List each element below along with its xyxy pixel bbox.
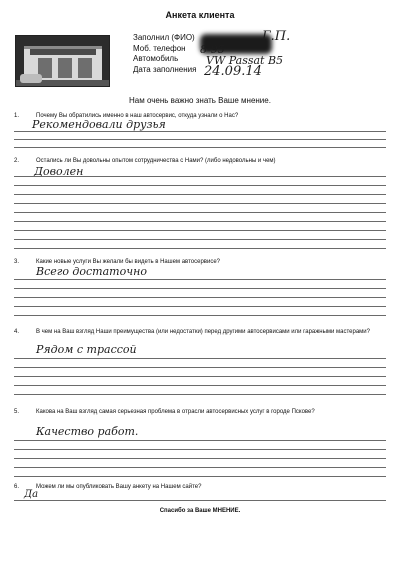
answer-5: Качество работ. (36, 425, 139, 438)
answer-1: Рекомендовали друзья (32, 118, 166, 131)
date-label: Дата заполнения (133, 64, 197, 74)
service-building-photo (15, 35, 110, 87)
question-4: 4. В чем на Ваш взгляд Наши преимущества (или недостатки) перед другими автосервисами или гаражными мастерами? (14, 329, 370, 335)
phone-label: Моб. телефон (133, 43, 186, 53)
filled-by-value: Г.П. (262, 29, 291, 44)
client-info-labels (133, 33, 196, 75)
answer-2: Доволен (34, 165, 84, 178)
car-label: Автомобиль (133, 54, 179, 63)
question-5: 5. Какова на Ваш взгляд самая серьезная проблема в отрасли автосервисных услуг в городе Пскове? (14, 409, 315, 415)
question-3: 3. Какие новые услуги Вы желали бы видеть в Нашем автосервисе? (14, 259, 220, 265)
answer-6: Да (24, 489, 39, 500)
answer-4: Рядом с трассой (36, 343, 137, 356)
form-title: Анкета клиента (165, 10, 235, 20)
phone-value: 8-95 (200, 43, 225, 56)
date-value: 24.09.14 (204, 64, 262, 79)
question-2: 2. Остались ли Вы довольны опытом сотрудничества с Нами? (либо недовольны и чем) (14, 158, 276, 164)
intro-text: Нам очень важно знать Ваше мнение. (129, 96, 271, 105)
question-1: 1. Почему Вы обратились именно в наш автосервис, откуда узнали о Нас? (14, 113, 239, 119)
filled-by-label: Заполнил (ФИО) (133, 33, 195, 42)
question-6: 6. Можем ли мы опубликовать Вашу анкету на Нашем сайте? (14, 484, 202, 490)
thanks-text: Спасибо за Ваше МНЕНИЕ. (159, 508, 241, 514)
answer-3: Всего достаточно (36, 265, 147, 278)
car-value: VW Passat B5 (206, 54, 284, 67)
